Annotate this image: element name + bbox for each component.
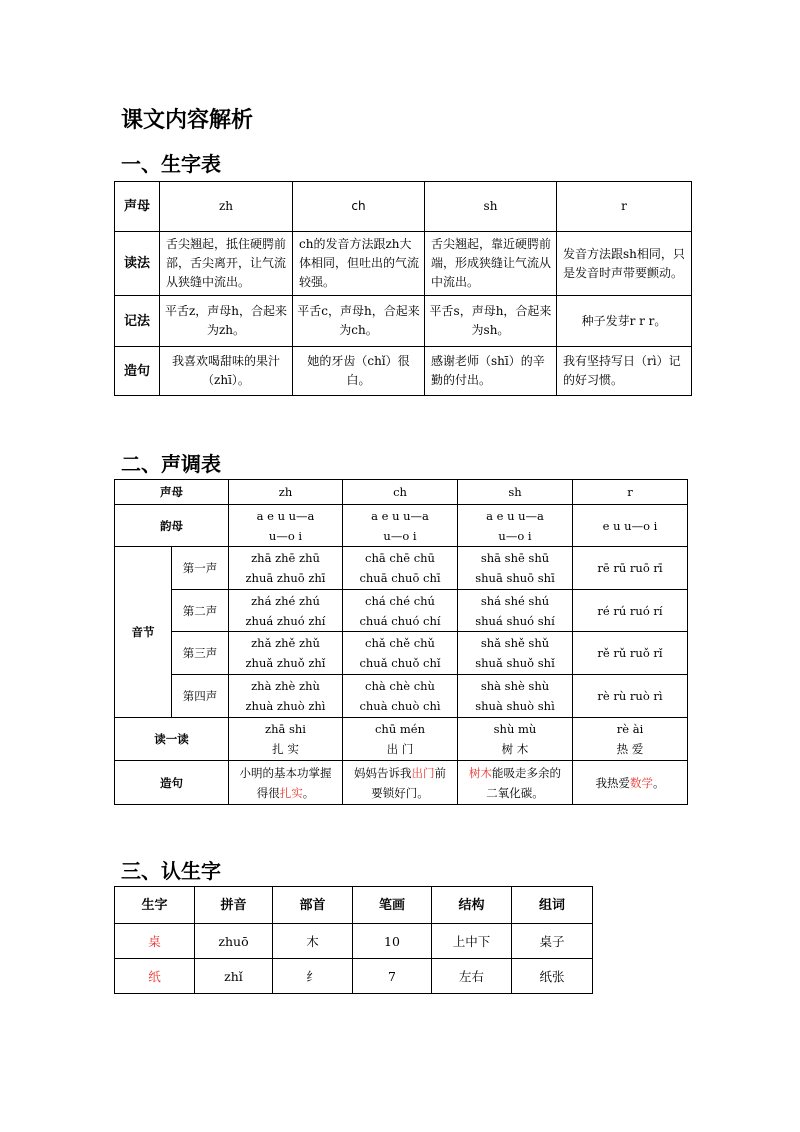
table-cell bbox=[573, 718, 688, 761]
cell-line: shuà shuò shì bbox=[475, 699, 555, 713]
cell-line: rè ài bbox=[616, 722, 644, 736]
cell-line: 扎 实 bbox=[272, 742, 299, 756]
table-cell: 平舌c，声母h，合起来为ch。 bbox=[293, 296, 425, 347]
cell-line: a e u u—a bbox=[256, 508, 315, 523]
row-label: 造句 bbox=[115, 347, 160, 396]
cell-line: chá ché chú bbox=[365, 593, 435, 608]
table-cell: 左右 bbox=[432, 959, 512, 994]
table-cell: 7 bbox=[353, 959, 432, 994]
table-cell bbox=[458, 675, 573, 718]
cell-line: shuá shuó shí bbox=[475, 613, 555, 628]
cell-line: chuá chuó chí bbox=[359, 613, 441, 628]
table-row bbox=[115, 505, 688, 547]
table-cell bbox=[573, 547, 688, 590]
yinjie-label: 音节 bbox=[115, 547, 172, 718]
table-cell: 感谢老师（shī）的辛勤的付出。 bbox=[425, 347, 557, 396]
cell-line: shuā shuō shī bbox=[475, 571, 555, 585]
table-cell bbox=[573, 590, 688, 632]
header-cell: 笔画 bbox=[353, 887, 432, 924]
table-cell bbox=[458, 761, 573, 805]
highlight-text: 出门 bbox=[411, 765, 435, 780]
cell-line: chā chē chū bbox=[365, 551, 435, 565]
shengzi-table bbox=[114, 181, 692, 396]
cell-line: 树 木 bbox=[501, 742, 529, 756]
section-heading-shengdiao: 二、声调表 bbox=[121, 452, 221, 476]
table-cell bbox=[343, 675, 458, 718]
table-cell bbox=[458, 590, 573, 632]
table-cell: 平舌s，声母h，合起来为sh。 bbox=[425, 296, 557, 347]
table-cell bbox=[343, 547, 458, 590]
table-cell bbox=[229, 632, 343, 675]
table-cell bbox=[573, 505, 688, 547]
zaoju-label: 造句 bbox=[115, 761, 229, 805]
seg: 要锁好门。 bbox=[371, 785, 429, 800]
table-cell bbox=[458, 632, 573, 675]
page-title: 课文内容解析 bbox=[121, 108, 254, 133]
cell-line: u—o i bbox=[498, 528, 532, 543]
table-cell: 我喜欢喝甜味的果汁（zhī）。 bbox=[160, 347, 293, 396]
cell-line: rē rū ruō rī bbox=[597, 561, 663, 575]
cell-line: shuǎ shuǒ shǐ bbox=[475, 656, 555, 670]
table-row bbox=[115, 182, 692, 232]
tone-label: 第二声 bbox=[172, 590, 229, 632]
table-row bbox=[115, 232, 692, 296]
table-cell bbox=[229, 718, 343, 761]
header-cell: r bbox=[573, 480, 688, 505]
table-row bbox=[115, 761, 688, 805]
table-cell bbox=[343, 632, 458, 675]
table-row bbox=[115, 547, 688, 590]
table-cell bbox=[573, 632, 688, 675]
cell-line: a e u u—a bbox=[486, 508, 544, 523]
table-row bbox=[115, 480, 688, 505]
table-cell: 纟 bbox=[273, 959, 353, 994]
table-row bbox=[115, 296, 692, 347]
cell-line: zhuā zhuō zhī bbox=[245, 571, 326, 585]
cell-line: shù mù bbox=[493, 722, 537, 736]
character-cell: 桌 bbox=[115, 924, 195, 959]
table-cell bbox=[343, 718, 458, 761]
cell-line: e u u—o i bbox=[602, 518, 658, 533]
row-label: 读法 bbox=[115, 232, 160, 296]
table-cell: 发音方法跟sh相同，只是发音时声带要颤动。 bbox=[557, 232, 692, 296]
duyidu-label: 读一读 bbox=[115, 718, 229, 761]
cell-line: chuà chuò chì bbox=[359, 699, 441, 713]
section-heading-renshengzi: 三、认生字 bbox=[121, 859, 221, 883]
table-row bbox=[115, 887, 593, 924]
cell-line: zhá zhé zhú bbox=[251, 593, 320, 608]
cell-line: shā shē shū bbox=[480, 551, 550, 565]
seg: 我热爱 bbox=[595, 775, 630, 790]
table-row bbox=[115, 632, 688, 675]
table-cell bbox=[458, 547, 573, 590]
header-cell: 生字 bbox=[115, 887, 195, 924]
cell-line: rè rù ruò rì bbox=[597, 689, 663, 703]
character-cell: 纸 bbox=[115, 959, 195, 994]
seg: 得很 bbox=[256, 785, 280, 800]
header-cell: 部首 bbox=[273, 887, 353, 924]
table-cell bbox=[229, 505, 343, 547]
table-cell: 上中下 bbox=[432, 924, 512, 959]
table-cell bbox=[229, 675, 343, 718]
seg: 二氧化碳。 bbox=[486, 785, 544, 800]
row-label: 记法 bbox=[115, 296, 160, 347]
seg: 妈妈告诉我 bbox=[354, 765, 412, 780]
cell-line: zhā zhē zhū bbox=[251, 551, 320, 565]
header-cell: r bbox=[557, 182, 692, 232]
highlight-text: 数学 bbox=[630, 775, 653, 790]
cell-line: u—o i bbox=[268, 528, 303, 543]
cell-line: chuā chuō chī bbox=[359, 571, 441, 585]
table-row bbox=[115, 924, 593, 959]
tone-label: 第一声 bbox=[172, 547, 229, 590]
table-row bbox=[115, 347, 692, 396]
seg: 。 bbox=[302, 785, 315, 800]
cell-line: a e u u—a bbox=[371, 508, 429, 523]
table-row bbox=[115, 718, 688, 761]
table-row bbox=[115, 590, 688, 632]
cell-line: zhǎ zhě zhǔ bbox=[251, 636, 320, 650]
header-cell: 拼音 bbox=[195, 887, 273, 924]
table-cell: 舌尖翘起，抵住硬腭前部，舌尖离开，让气流从狭缝中流出。 bbox=[160, 232, 293, 296]
table-cell bbox=[458, 505, 573, 547]
header-cell: zh bbox=[229, 480, 343, 505]
header-cell: sh bbox=[425, 182, 557, 232]
seg: 小明的基本功掌握 bbox=[239, 765, 332, 780]
cell-line: zhuá zhuó zhí bbox=[245, 613, 326, 628]
cell-line: zhuǎ zhuǒ zhǐ bbox=[245, 656, 326, 670]
cell-line: shǎ shě shǔ bbox=[480, 636, 550, 650]
table-cell bbox=[343, 505, 458, 547]
header-cell: ch bbox=[343, 480, 458, 505]
cell-line: 出 门 bbox=[386, 742, 414, 756]
table-cell bbox=[229, 590, 343, 632]
cell-line: ré rú ruó rí bbox=[597, 603, 663, 618]
table-cell: 纸张 bbox=[512, 959, 593, 994]
table-cell bbox=[573, 675, 688, 718]
yunmu-label: 韵母 bbox=[115, 505, 229, 547]
table-cell: zhǐ bbox=[195, 959, 273, 994]
table-row bbox=[115, 959, 593, 994]
cell-line: 热 爱 bbox=[616, 742, 644, 756]
highlight-text: 树木 bbox=[469, 765, 492, 780]
seg: 。 bbox=[653, 775, 665, 790]
tone-label: 第四声 bbox=[172, 675, 229, 718]
cell-line: chū mén bbox=[374, 722, 426, 736]
cell-line: zhuà zhuò zhì bbox=[245, 699, 326, 713]
table-cell: 10 bbox=[353, 924, 432, 959]
header-cell: zh bbox=[160, 182, 293, 232]
table-cell: zhuō bbox=[195, 924, 273, 959]
renshengzi-table bbox=[114, 886, 593, 994]
seg: 能吸走多余的 bbox=[492, 765, 561, 780]
table-cell: 她的牙齿（chǐ）很白。 bbox=[293, 347, 425, 396]
header-label: 声母 bbox=[115, 182, 160, 232]
table-cell bbox=[458, 718, 573, 761]
seg: 前 bbox=[434, 765, 446, 780]
cell-line: rě rǔ ruǒ rǐ bbox=[597, 646, 663, 660]
table-cell bbox=[343, 761, 458, 805]
highlight-text: 扎实 bbox=[279, 785, 303, 800]
header-cell: ch bbox=[293, 182, 425, 232]
section-heading-shengzi: 一、生字表 bbox=[121, 152, 221, 176]
cell-line: shà shè shù bbox=[480, 679, 550, 693]
table-cell: 舌尖翘起，靠近硬腭前端，形成狭缝让气流从中流出。 bbox=[425, 232, 557, 296]
table-cell bbox=[229, 547, 343, 590]
header-cell: 结构 bbox=[432, 887, 512, 924]
tone-label: 第三声 bbox=[172, 632, 229, 675]
cell-line: zhà zhè zhù bbox=[251, 679, 320, 693]
cell-line: shá shé shú bbox=[480, 593, 550, 608]
cell-line: chǎ chě chǔ bbox=[365, 636, 435, 650]
table-cell bbox=[343, 590, 458, 632]
header-cell: 组词 bbox=[512, 887, 593, 924]
table-cell: 平舌z，声母h，合起来为zh。 bbox=[160, 296, 293, 347]
cell-line: chà chè chù bbox=[365, 679, 435, 693]
table-cell: ch的发音方法跟zh大体相同，但吐出的气流较强。 bbox=[293, 232, 425, 296]
cell-line: u—o i bbox=[383, 528, 417, 543]
table-cell bbox=[229, 761, 343, 805]
table-row bbox=[115, 675, 688, 718]
table-cell: 桌子 bbox=[512, 924, 593, 959]
header-label: 声母 bbox=[115, 480, 229, 505]
header-cell: sh bbox=[458, 480, 573, 505]
table-cell: 我有坚持写日（rì）记的好习惯。 bbox=[557, 347, 692, 396]
table-cell: 种子发芽r r r。 bbox=[557, 296, 692, 347]
cell-line: chuǎ chuǒ chǐ bbox=[359, 656, 441, 670]
cell-line: zhā shi bbox=[265, 722, 306, 736]
table-cell bbox=[573, 761, 688, 805]
shengdiao-table bbox=[114, 479, 688, 805]
table-cell: 木 bbox=[273, 924, 353, 959]
